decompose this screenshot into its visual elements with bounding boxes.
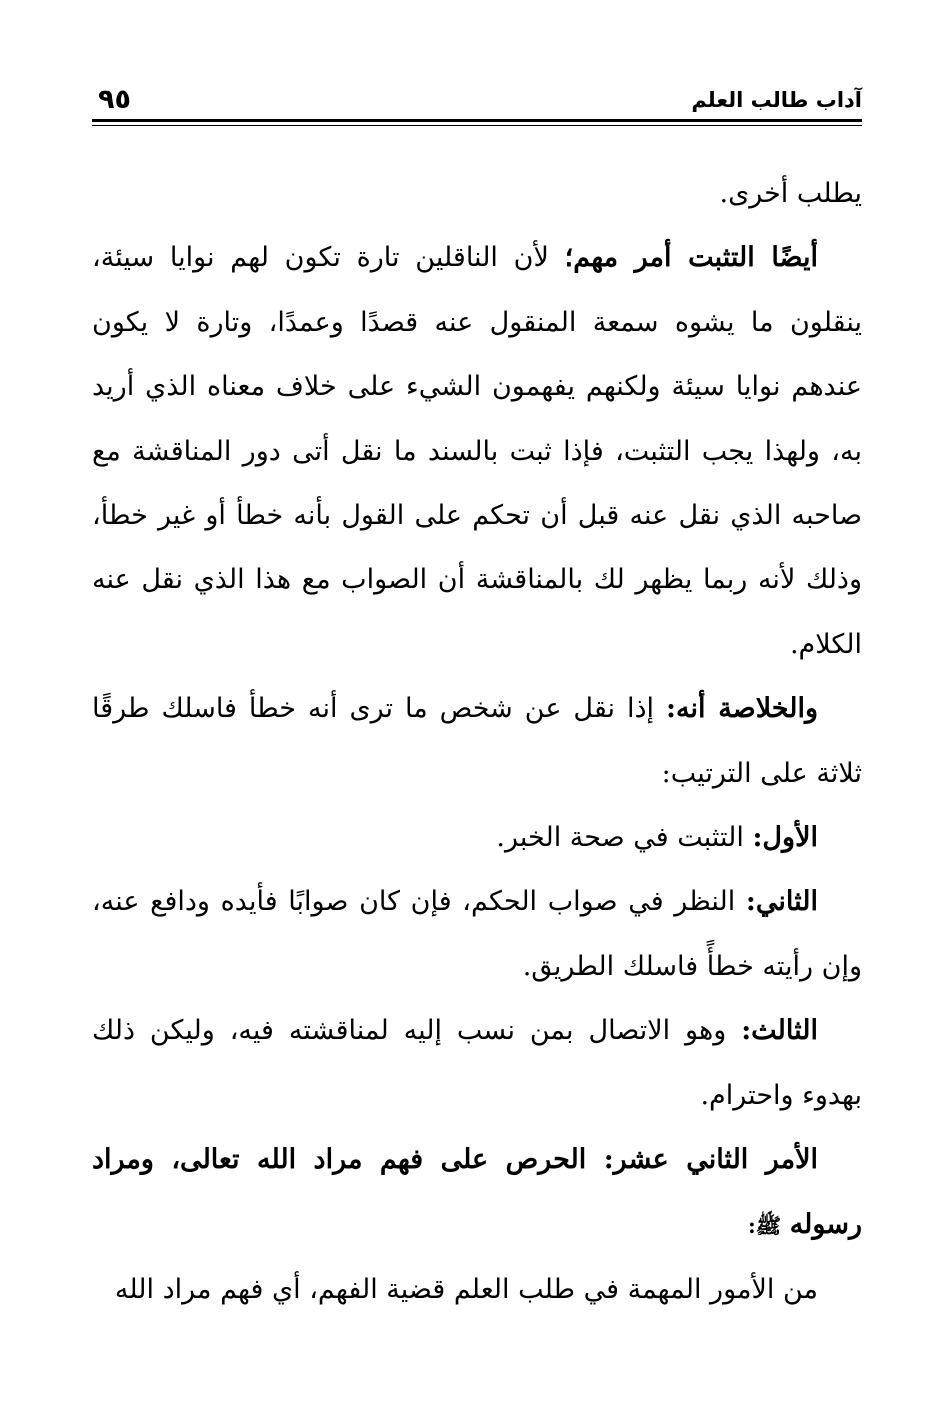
- paragraph-text: لأن الناقلين تارة تكون لهم نوايا سيئة، ينقلون ما يشوه سمعة المنقول عنه قصدًا وعمدًا، وتارة لا يكون عندهم نوايا سيئة ولكنهم يفهمون الشيء على خلاف معناه الذي أريد به، ولهذا يجب التثبت، فإذا ثبت بالسند ما نقل أتى دور المناقشة مع صاحبه الذي نقل عنه قبل أن تحكم على القول بأنه خطأ أو غير خطأ، وذلك لأنه ربما يظهر لك بالمناقشة أن الصواب مع هذا الذي نقل عنه الكلام.: [92, 242, 862, 660]
- body-text: [92, 162, 862, 1322]
- paragraph-summary: [92, 677, 862, 806]
- section-heading-twelfth: [92, 1128, 862, 1258]
- paragraph-lead: الأول:: [752, 822, 818, 854]
- paragraph-text: إذا نقل عن شخص ما ترى أنه خطأ فاسلك طرقًا ثلاثة على الترتيب:: [92, 693, 862, 789]
- paragraph-text: التثبت في صحة الخبر.: [496, 822, 753, 854]
- paragraph-lead: والخلاصة أنه:: [666, 693, 818, 725]
- paragraph-lead: أيضًا التثبت أمر مهم؛: [564, 242, 818, 274]
- paragraph-continuation: [92, 162, 862, 226]
- paragraph-lead: الثاني:: [745, 886, 818, 918]
- paragraph-third-step: [92, 999, 862, 1128]
- paragraph-lead: الثالث:: [741, 1015, 818, 1047]
- paragraph-text: وهو الاتصال بمن نسب إليه لمناقشته فيه، وليكن ذلك بهدوء واحترام.: [92, 1015, 862, 1111]
- paragraph-second-step: [92, 870, 862, 999]
- paragraph-text: يطلب أخرى.: [719, 178, 862, 209]
- section-heading-text: الأمر الثاني عشر: الحرص على فهم مراد الله تعالى، ومراد رسوله: [92, 1144, 862, 1240]
- paragraph-text: من الأمور المهمة في طلب العلم قضية الفهم، أي فهم مراد الله: [114, 1273, 818, 1305]
- header-rule-thick: [92, 119, 862, 122]
- honorific-symbol: ﷺ:: [747, 1212, 782, 1238]
- header-rule-thin: [92, 125, 862, 126]
- paragraph-verification: [92, 226, 862, 677]
- paragraph-text: النظر في صواب الحكم، فإن كان صوابًا فأيده ودافع عنه، وإن رأيته خطأً فاسلك الطريق.: [92, 886, 862, 982]
- paragraph-understanding: [92, 1258, 862, 1322]
- running-title: آداب طالب العلم: [691, 88, 862, 112]
- page-header: [92, 84, 862, 118]
- paragraph-first-step: [92, 806, 862, 870]
- page-number: ٩٥: [98, 84, 131, 115]
